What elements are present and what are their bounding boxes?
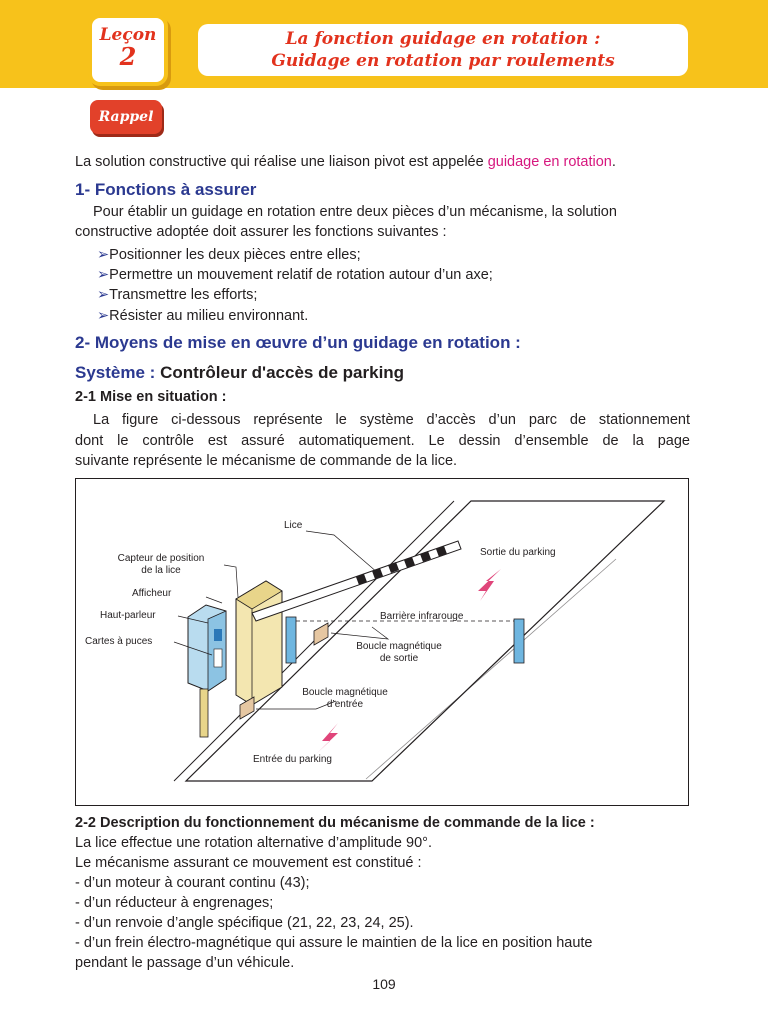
section-2-2-line: - d’un renvoie d’angle spécifique (21, 22, 23, 24, 25). [75,915,414,931]
sub-1-line-3: suivante représente le mécanisme de commande de la lice. [75,453,458,469]
section-1-line-1: Pour établir un guidage en rotation entre deux pièces d’un mécanisme, la solution [93,204,617,220]
bullet-arrow-icon: ➢ [97,287,110,303]
sub-1-title: 2-1 Mise en situation : [75,389,227,405]
title-line-1: La fonction guidage en rotation : [285,29,601,49]
exit-loop [314,623,328,645]
label-afficheur: Afficheur [132,588,172,599]
lesson-number: 2 [119,42,137,71]
label-boucle-sortie: Boucle magnétique de sortie [356,641,442,664]
system-name: Contrôleur d'accès de parking [160,363,405,382]
machine-stand [200,689,208,737]
infrared-pillar-right [514,619,524,663]
bullet-arrow-icon: ➢ [97,267,110,283]
bullet-item: ➢Positionner les deux pièces entre elles; [97,247,361,263]
intro-text: La solution constructive qui réalise une liaison pivot est appelée [75,154,488,170]
section-2-2-line: - d’un réducteur à engrenages; [75,895,274,911]
label-haut-parleur: Haut-parleur [100,610,156,621]
bullet-arrow-icon: ➢ [97,247,110,263]
section-2-title: 2- Moyens de mise en œuvre d’un guidage en rotation : [75,333,521,352]
lesson-title [198,24,688,76]
rappel-badge: Rappel [90,100,162,134]
intro-highlight: guidage en rotation [487,154,612,170]
card-slot [214,649,222,667]
section-2-2-line: - d’un moteur à courant continu (43); [75,875,310,891]
intro-paragraph [75,152,695,173]
lesson-badge [88,14,168,86]
label-capteur: Capteur de position de la lice [117,553,205,576]
section-2-2-line: Le mécanisme assurant ce mouvement est constitué : [75,855,422,871]
label-boucle-entree: Boucle magnétique d’entrée [302,687,388,710]
lesson-word: Leçon [99,25,157,45]
label-lice: Lice [284,520,303,531]
page-number: 109 [372,976,396,992]
section-2-2-line: pendant le passage d’un véhicule. [75,955,295,971]
section-2-2-line: La lice effectue une rotation alternative d’amplitude 90°. [75,835,432,851]
display-screen [214,629,222,641]
bullet-item: ➢Résister au milieu environnant. [97,308,309,324]
system-label: Système : [75,363,156,382]
parking-figure [75,478,689,806]
section-1-title: 1- Fonctions à assurer [75,180,257,199]
bullet-item: ➢Transmettre les efforts; [97,287,258,303]
system-heading [75,363,404,383]
label-entree: Entrée du parking [253,754,332,765]
section-2-2-title: 2-2 Description du fonctionnement du mécanisme de commande de la lice : [75,815,595,831]
intro-end: . [611,154,616,170]
infrared-pillar-left [286,617,296,663]
bullet-item: ➢Permettre un mouvement relatif de rotation autour d’un axe; [97,267,493,283]
sub-1-line-1: La figure ci-dessous représente le système d’accès d’un parc de stationnement [93,412,690,428]
label-cartes: Cartes à puces [85,636,153,647]
bullet-arrow-icon: ➢ [97,308,110,324]
label-barriere: Barrière infrarouge [380,611,464,622]
label-sortie: Sortie du parking [480,547,556,558]
section-2-2-line: - d’un frein électro-magnétique qui assure le maintien de la lice en position haute [75,935,593,951]
section-1-line-2: constructive adoptée doit assurer les fonctions suivantes : [75,224,447,240]
title-line-2: Guidage en rotation par roulements [271,51,615,71]
sub-1-line-2: dont le contrôle est assuré automatiquement. Le dessin d’ensemble de la page [75,433,690,449]
